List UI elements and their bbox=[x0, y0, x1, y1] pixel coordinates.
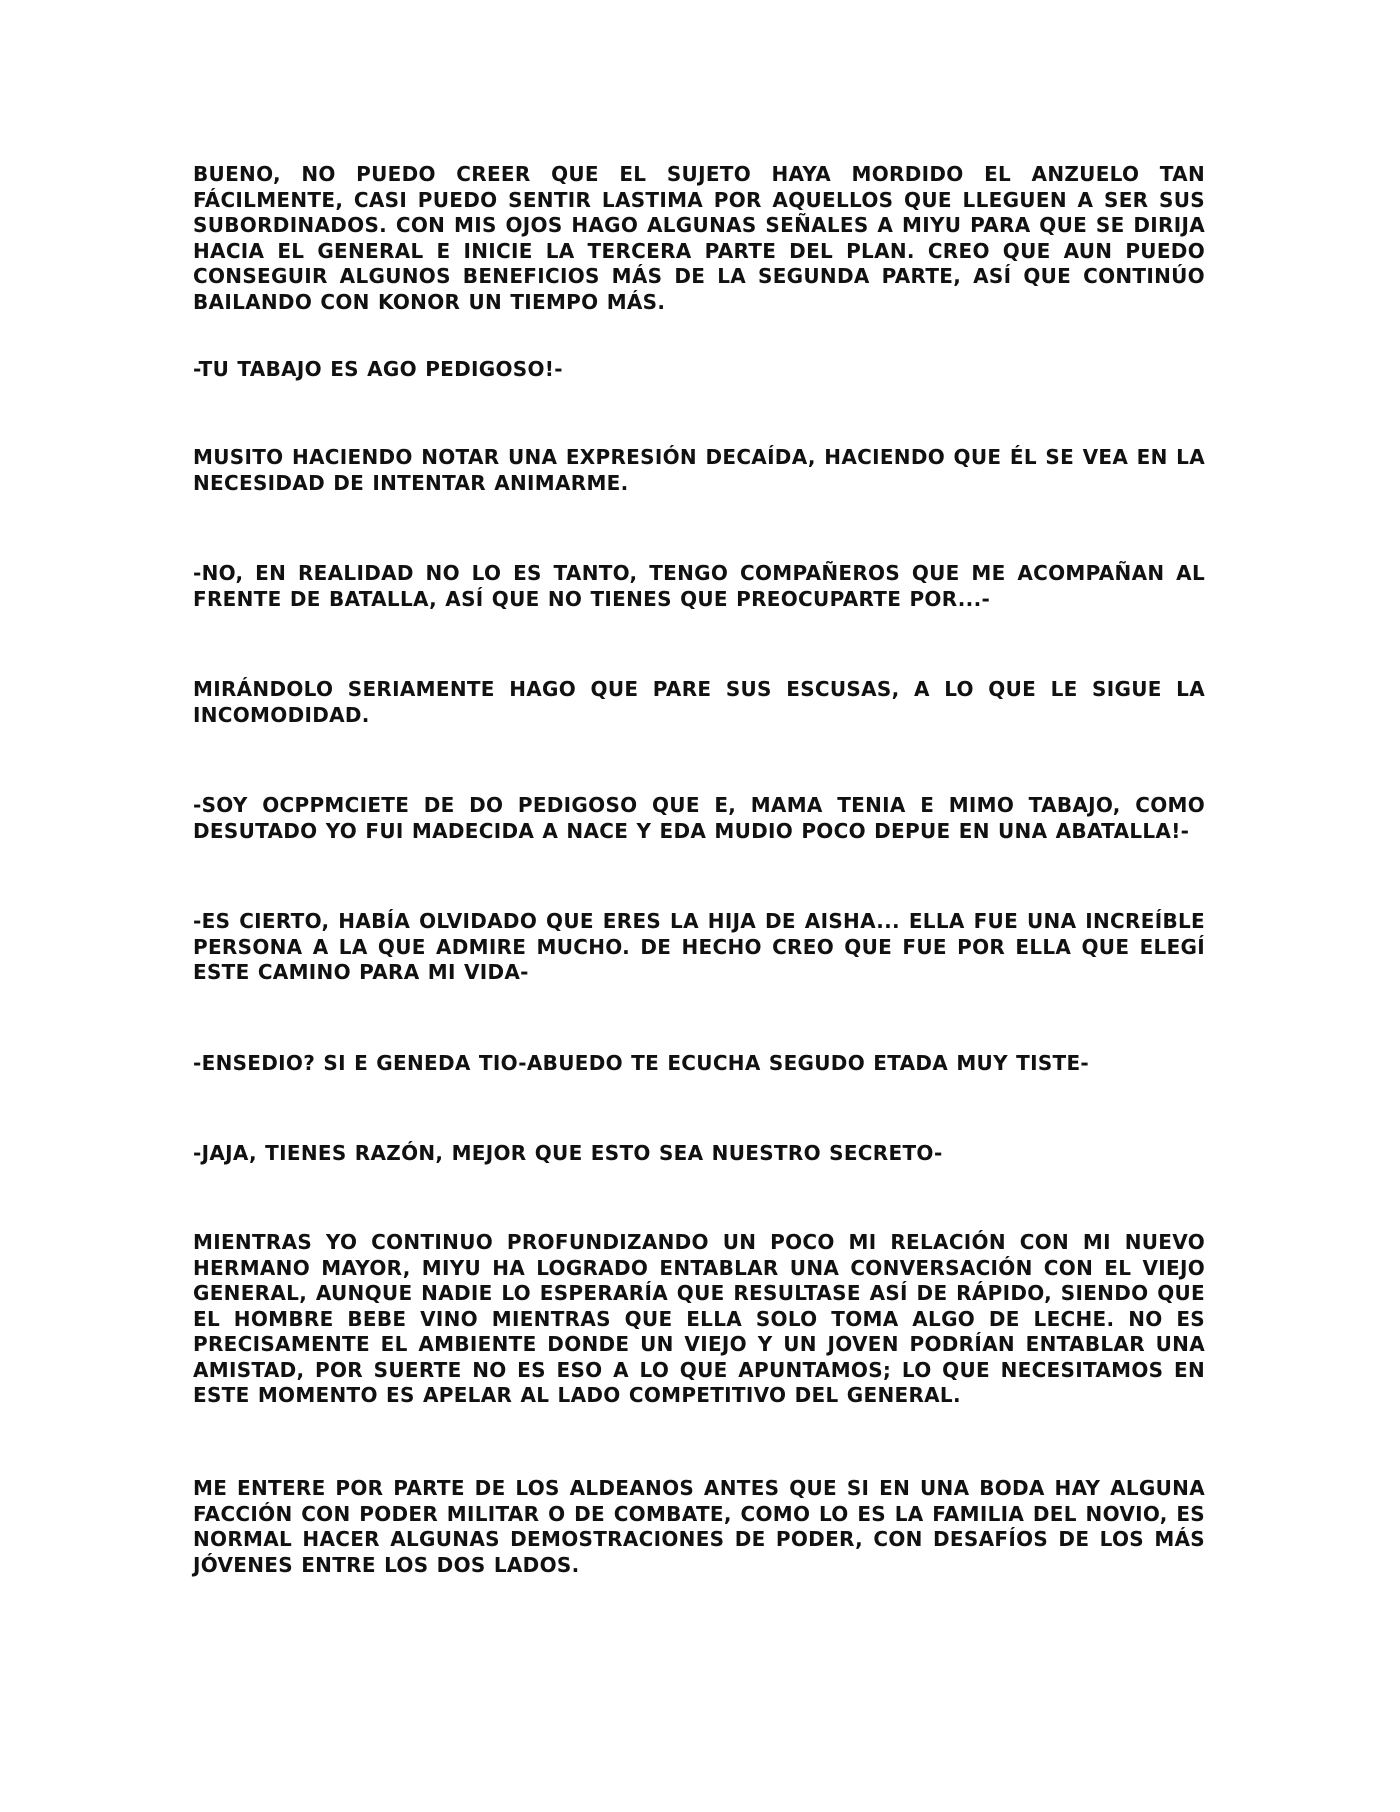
paragraph-dialogue-5: -ENSEDIO? SI E GENEDA TIO-ABUEDO TE ECUCHA SEGUDO ETADA MUY TISTE- bbox=[193, 1051, 1090, 1075]
paragraph-narration-1: BUENO, NO PUEDO CREER QUE EL SUJETO HAYA MORDIDO EL ANZUELO TAN FÁCILMENTE, CASI PUEDO SENTIR LASTIMA POR AQUELLOS QUE LLEGUEN A SER SUS SUBORDINADOS. CON MIS OJOS HAGO ALGUNAS SEÑALES A MIYU PARA QUE SE DIRIJA HACIA EL GENERAL E INICIE LA TERCERA PARTE DEL PLAN. CREO QUE AUN PUEDO CONSEGUIR ALGUNOS BENEFICIOS MÁS DE LA SEGUNDA PARTE, ASÍ QUE CONTINÚO BAILANDO CON KONOR UN TIEMPO MÁS. bbox=[193, 162, 1205, 314]
paragraph-dialogue-2: -NO, EN REALIDAD NO LO ES TANTO, TENGO COMPAÑEROS QUE ME ACOMPAÑAN AL FRENTE DE BATALLA, ASÍ QUE NO TIENES QUE PREOCUPARTE POR...- bbox=[193, 561, 1205, 611]
paragraph-dialogue-1: -TU TABAJO ES AGO PEDIGOSO!- bbox=[193, 357, 563, 381]
paragraph-dialogue-6: -JAJA, TIENES RAZÓN, MEJOR QUE ESTO SEA NUESTRO SECRETO- bbox=[193, 1141, 943, 1165]
paragraph-dialogue-4: -ES CIERTO, HABÍA OLVIDADO QUE ERES LA HIJA DE AISHA... ELLA FUE UNA INCREÍBLE PERSONA A LA QUE ADMIRE MUCHO. DE HECHO CREO QUE FUE POR ELLA QUE ELEGÍ ESTE CAMINO PARA MI VIDA- bbox=[193, 909, 1205, 984]
paragraph-narration-4: MIENTRAS YO CONTINUO PROFUNDIZANDO UN POCO MI RELACIÓN CON MI NUEVO HERMANO MAYOR, MIYU HA LOGRADO ENTABLAR UNA CONVERSACIÓN CON EL VIEJO GENERAL, AUNQUE NADIE LO ESPERARÍA QUE RESULTASE ASÍ DE RÁPIDO, SIENDO QUE EL HOMBRE BEBE VINO MIENTRAS QUE ELLA SOLO TOMA ALGO DE LECHE. NO ES PRECISAMENTE EL AMBIENTE DONDE UN VIEJO Y UN JOVEN PODRÍAN ENTABLAR UNA AMISTAD, POR SUERTE NO ES ESO A LO QUE APUNTAMOS; LO QUE NECESITAMOS EN ESTE MOMENTO ES APELAR AL LADO COMPETITIVO DEL GENERAL. bbox=[193, 1230, 1205, 1407]
paragraph-narration-5: ME ENTERE POR PARTE DE LOS ALDEANOS ANTES QUE SI EN UNA BODA HAY ALGUNA FACCIÓN CON PODER MILITAR O DE COMBATE, COMO LO ES LA FAMILIA DEL NOVIO, ES NORMAL HACER ALGUNAS DEMOSTRACIONES DE PODER, CON DESAFÍOS DE LOS MÁS JÓVENES ENTRE LOS DOS LADOS. bbox=[193, 1476, 1205, 1577]
paragraph-narration-2: MUSITO HACIENDO NOTAR UNA EXPRESIÓN DECAÍDA, HACIENDO QUE ÉL SE VEA EN LA NECESIDAD DE INTENTAR ANIMARME. bbox=[193, 445, 1205, 495]
paragraph-dialogue-3: -SOY OCPPMCIETE DE DO PEDIGOSO QUE E, MAMA TENIA E MIMO TABAJO, COMO DESUTADO YO FUI MADECIDA A NACE Y EDA MUDIO POCO DEPUE EN UNA ABATALLA!- bbox=[193, 793, 1205, 843]
paragraph-narration-3: MIRÁNDOLO SERIAMENTE HAGO QUE PARE SUS ESCUSAS, A LO QUE LE SIGUE LA INCOMODIDAD. bbox=[193, 677, 1205, 727]
